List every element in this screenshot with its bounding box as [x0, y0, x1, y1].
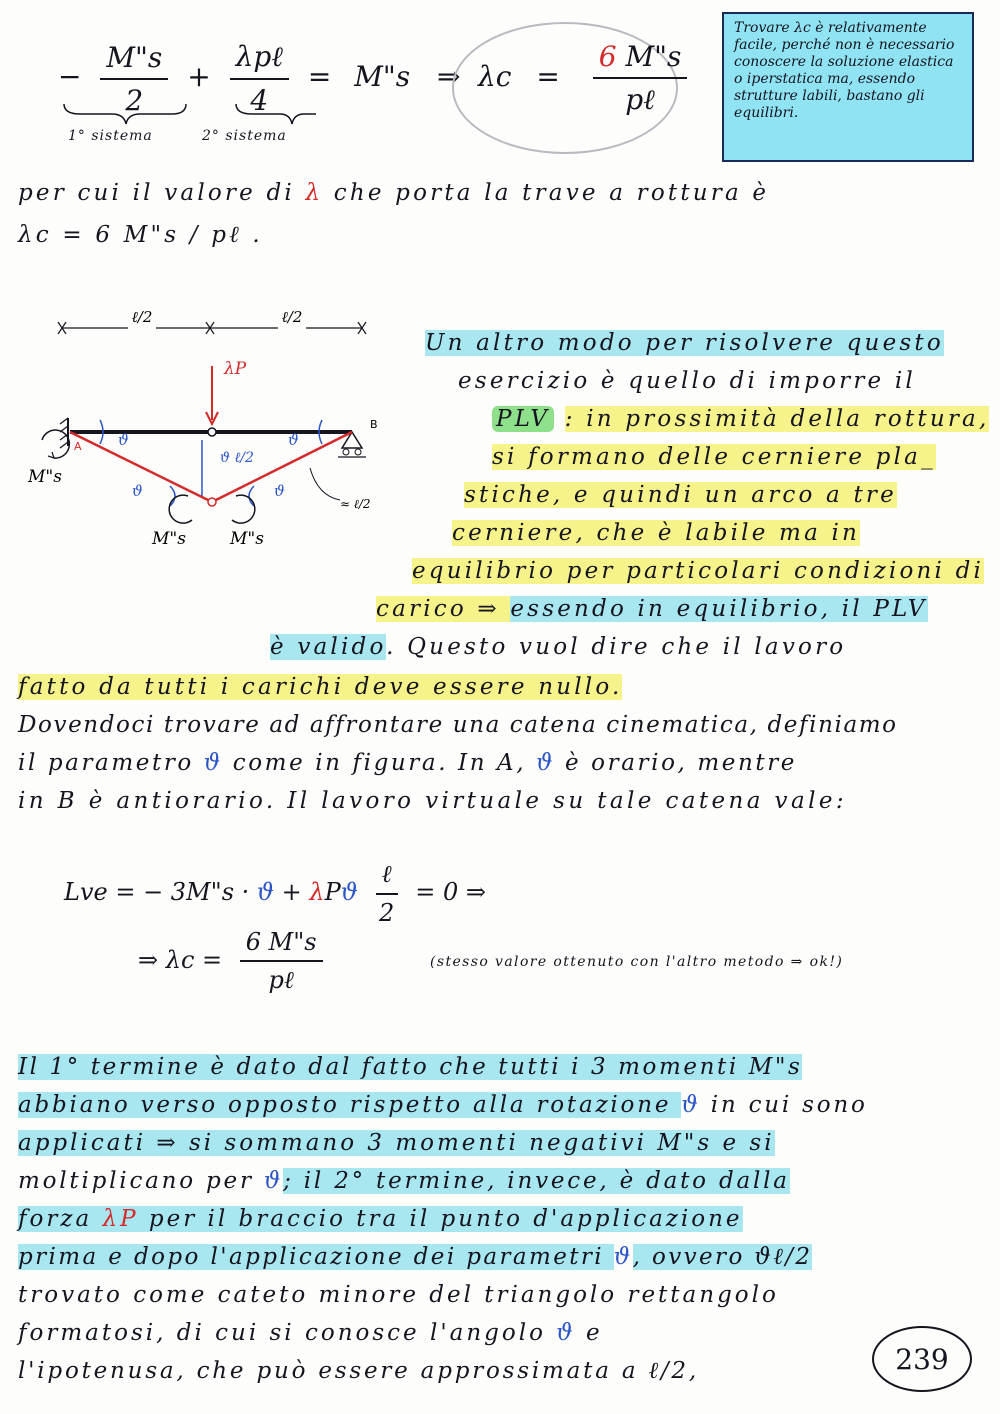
page-number: 239 [872, 1326, 972, 1392]
equation-lhs: Lve = − 3M"s · [64, 878, 257, 906]
paragraph-line [18, 1130, 775, 1156]
theta-symbol: ϑ [681, 1092, 701, 1118]
equals-sign: = [536, 60, 560, 93]
coefficient-six: 6 [598, 40, 617, 73]
system-2-label: 2° sistema [202, 128, 287, 144]
paragraph-line [492, 406, 989, 432]
dimension-label-left: ℓ/2 [131, 308, 153, 326]
highlighted-text: prima e dopo l'applicazione dei parametri [18, 1244, 614, 1270]
paragraph-line: λc = 6 M"s / pℓ . [18, 222, 263, 248]
paragraph-line [376, 596, 928, 622]
highlighted-text: carico ⇒ [376, 596, 511, 622]
plastic-hinge [208, 498, 216, 506]
load-symbol: P [324, 878, 341, 906]
moment-label-mid-right: M"s [230, 529, 264, 549]
highlighted-text: ; il 2° termine, invece, è dato dalla [283, 1168, 790, 1194]
highlighted-text: , ovvero ϑℓ/2 [632, 1244, 813, 1270]
paragraph-line [18, 1244, 812, 1270]
system-1-label: 1° sistema [68, 128, 153, 144]
theta-symbol: ϑ [263, 1168, 284, 1194]
paragraph-line [492, 444, 936, 470]
fraction-numerator: 6 M"s [240, 928, 323, 962]
implies-lambda: ⇒ λc = [138, 946, 223, 974]
paragraph-line: in B è antiorario. Il lavoro virtuale su tale catena vale: [18, 788, 847, 814]
paragraph-line [18, 674, 622, 700]
moment-arrow-mid-right [232, 495, 255, 523]
fraction-denominator: pℓ [268, 966, 294, 994]
theta-symbol: ϑ [203, 750, 223, 776]
paragraph-line [18, 180, 769, 206]
lambda-symbol: λ [305, 180, 324, 206]
moment-arrow-mid-left [169, 495, 192, 523]
moment-symbol: M"s [625, 40, 682, 73]
highlighted-text: fatto da tutti i carichi deve essere nullo. [18, 674, 623, 700]
highlighted-text: : in prossimità della rottura, [564, 406, 990, 432]
theta-label: ϑ [132, 482, 143, 500]
paragraph-line [412, 558, 984, 584]
equation-rhs: = 0 ⇒ [415, 878, 486, 906]
highlighted-text: Il 1° termine è dato dal fatto che tutti i 3 momenti M"s [18, 1054, 803, 1080]
text-fragment: e [575, 1320, 603, 1346]
plv-tag: PLV [492, 406, 554, 432]
fraction-numerator: ℓ [376, 860, 398, 895]
theta-label: ϑ [274, 482, 285, 500]
theta-label: ϑ [288, 431, 299, 449]
fraction-result [593, 40, 688, 117]
fraction-denominator: 2 [125, 83, 144, 117]
highlighted-text: essendo in equilibrio, il PLV [510, 596, 928, 622]
text-fragment: il parametro [18, 750, 204, 776]
highlighted-text: abbiano verso opposto rispetto alla rotazione [18, 1092, 682, 1118]
paragraph-line [18, 750, 797, 776]
lambda-result-equation [138, 928, 333, 995]
text-fragment: per cui il valore di [18, 180, 306, 206]
paragraph-line [452, 520, 860, 546]
text-fragment: è orario, mentre [555, 750, 798, 776]
theta-symbol: ϑ [256, 878, 275, 906]
text-fragment: esercizio è quello di imporre il [458, 368, 916, 394]
highlighted-text: cerniere, che è labile ma in [452, 520, 861, 546]
lambda-p-symbol: λP [102, 1206, 139, 1232]
highlighted-text: stiche, e quindi un arco a tre [464, 482, 897, 508]
theta-symbol: ϑ [536, 750, 556, 776]
callout-label: ≈ ℓ/2 [340, 497, 371, 511]
highlighted-text: Un altro modo per risolvere questo [425, 330, 944, 356]
paragraph-line [458, 368, 916, 394]
load-label: λP [224, 359, 247, 379]
theta-symbol: ϑ [556, 1320, 576, 1346]
three-hinge-arch-diagram [20, 300, 400, 560]
hinge-mid-beam [208, 428, 216, 436]
node-a-label: A [74, 440, 82, 453]
node-b-label: B [370, 418, 378, 431]
moment-label-mid-left: M"s [152, 529, 186, 549]
text-fragment: . Questo vuol dire che il lavoro [386, 634, 847, 660]
note-box: Trovare λc è relativamente facile, perché non è necessario conoscere la soluzione elastica o iperstatica ma, essendo strutture labili, bastano gli equilibri. [722, 12, 974, 162]
fraction-numerator: λpℓ [230, 40, 289, 80]
virtual-work-equation [64, 860, 486, 927]
paragraph-line [18, 1092, 868, 1118]
text-fragment: che porta la trave a rottura è [323, 180, 770, 206]
result-formula [478, 40, 697, 117]
mechanism-deformed-shape [70, 432, 352, 502]
equals-sign: = [307, 60, 332, 93]
highlighted-text: forza [18, 1206, 103, 1232]
sag-label: ϑ ℓ/2 [220, 450, 254, 466]
moment-label-left: M"s [28, 467, 62, 487]
text-fragment: come in figura. In A, [222, 750, 537, 776]
roller-wheel [355, 449, 361, 455]
verification-comment: (stesso valore ottenuto con l'altro metodo ⇒ ok!) [430, 954, 844, 970]
lambda-c: λc [478, 60, 512, 93]
paragraph-line: Dovendoci trovare ad affrontare una catena cinematica, definiamo [18, 712, 898, 738]
rhs-moment: M"s [354, 60, 411, 93]
highlighted-text: è valido [270, 634, 387, 660]
fraction-denominator: 4 [250, 84, 269, 117]
fraction-denominator: 2 [378, 899, 395, 927]
paragraph-line [270, 634, 846, 660]
fraction-numerator [593, 40, 688, 79]
paragraph-line [18, 1320, 603, 1346]
plus-sign: + [274, 878, 310, 906]
fraction-denominator: pℓ [625, 83, 655, 116]
moment-arrowhead [48, 452, 54, 458]
theta-symbol: ϑ [613, 1244, 633, 1270]
text-fragment: moltiplicano per [18, 1168, 264, 1194]
paragraph-line: l'ipotenusa, che può essere approssimata a ℓ/2, [18, 1358, 699, 1384]
highlighted-text: si formano delle cerniere pla_ [492, 444, 936, 470]
paragraph-line: trovato come cateto minore del triangolo rettangolo [18, 1282, 779, 1308]
text-fragment: formatosi, di cui si conosce l'angolo [18, 1320, 557, 1346]
roller-wheel [343, 449, 349, 455]
minus-sign: − [58, 60, 82, 93]
implies-arrow: ⇒ [437, 60, 461, 93]
theta-symbol: ϑ [340, 878, 358, 906]
paragraph-line [18, 1168, 790, 1194]
paragraph-line [425, 330, 944, 356]
fraction-l-over-2 [376, 860, 398, 927]
fraction-result [240, 928, 323, 995]
highlighted-text: per il braccio tra il punto d'applicazione [138, 1206, 743, 1232]
text-fragment: in cui sono [700, 1092, 868, 1118]
fraction-numerator: M"s [100, 41, 168, 80]
plus-sign: + [187, 60, 211, 93]
paragraph-line [464, 482, 897, 508]
paragraph-line [18, 1206, 743, 1232]
highlighted-text: equilibrio per particolari condizioni di [412, 558, 985, 584]
paragraph-line [18, 1054, 802, 1080]
theta-label: ϑ [118, 431, 129, 449]
lambda-symbol: λ [309, 878, 325, 906]
callout-line [310, 468, 340, 500]
highlighted-text: applicati ⇒ si sommano 3 momenti negativi M"s e si [18, 1130, 775, 1156]
dimension-label-right: ℓ/2 [281, 308, 303, 326]
